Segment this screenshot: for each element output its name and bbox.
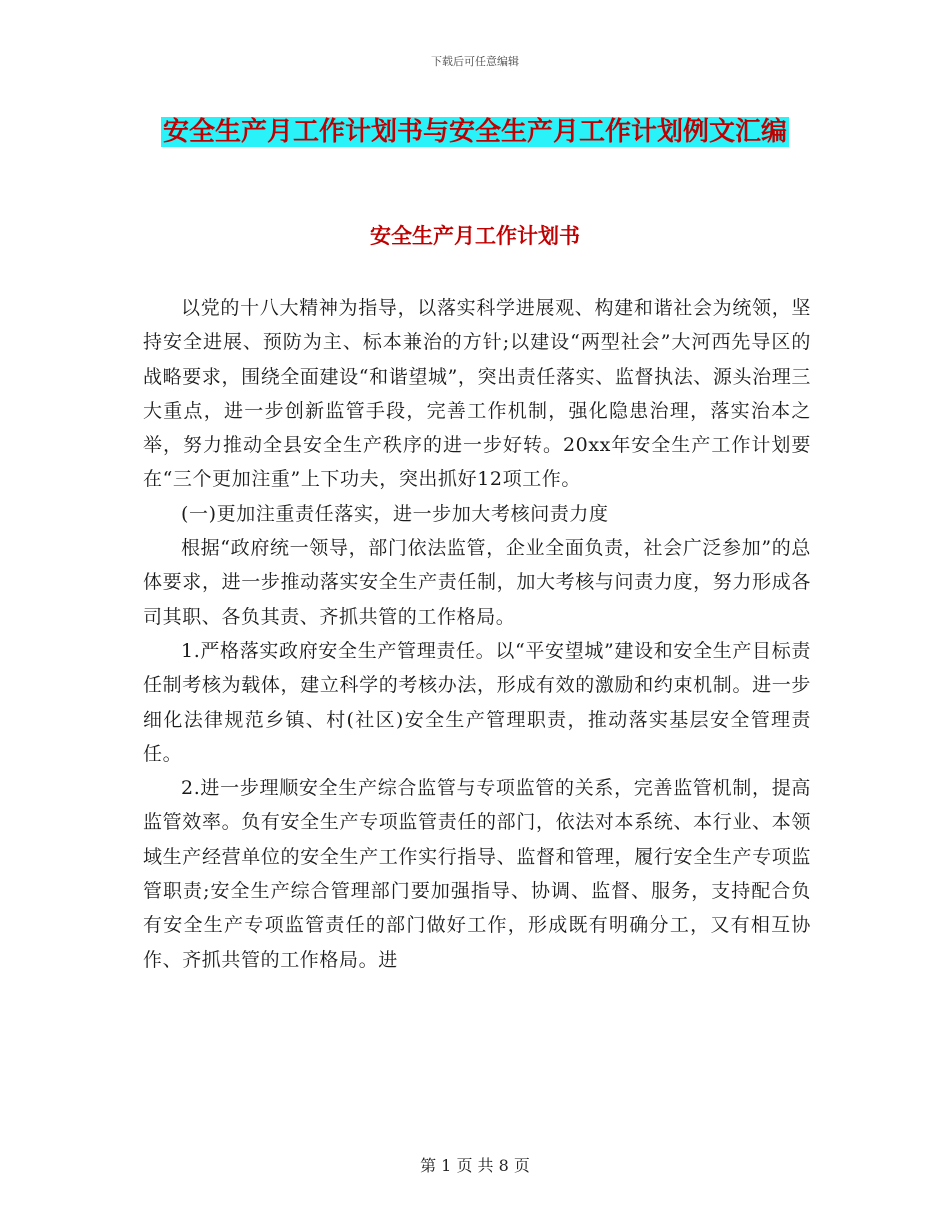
section-title: 安全生产月工作计划书 (370, 224, 580, 248)
document-body (143, 291, 811, 977)
document-title-text: 安全生产月工作计划书与安全生产月工作计划例文汇编 (162, 117, 787, 147)
paragraph: (一)更加注重责任落实，进一步加大考核问责力度 (181, 502, 609, 525)
document-title (150, 110, 800, 154)
paragraph: 根据“政府统一领导，部门依法监管，企业全面负责，社会广泛参加”的总体要求，进一步推动落实安全生产责任制，加大考核与问责力度，努力形成各司其职、各负其责、齐抓共管的工作格局。 (143, 537, 811, 628)
page-footer: 第 1 页 共 8 页 (420, 1156, 530, 1175)
paragraph: 以党的十八大精神为指导，以落实科学进展观、构建和谐社会为统领，坚持安全进展、预防为主、标本兼治的方针;以建设“两型社会”大河西先导区的战略要求，围绕全面建设“和谐望城”，突出责任落实、监督执法、源头治理三大重点，进一步创新监管手段，完善工作机制，强化隐患治理，落实治本之举，努力推动全县安全生产秩序的进一步好转。20xx年安全生产工作计划要在“三个更加注重”上下功夫，突出抓好12项工作。 (143, 297, 811, 491)
header-note: 下载后可任意编辑 (431, 55, 519, 68)
paragraph: 2.进一步理顺安全生产综合监管与专项监管的关系，完善监管机制，提高监管效率。负有安全生产专项监管责任的部门，依法对本系统、本行业、本领域生产经营单位的安全生产工作实行指导、监督和管理，履行安全生产专项监管职责;安全生产综合管理部门要加强指导、协调、监督、服务，支持配合负有安全生产专项监管责任的部门做好工作，形成既有明确分工，又有相互协作、齐抓共管的工作格局。进 (143, 777, 811, 971)
paragraph: 1.严格落实政府安全生产管理责任。以“平安望城”建设和安全生产目标责任制考核为载体，建立科学的考核办法，形成有效的激励和约束机制。进一步细化法律规范乡镇、村(社区)安全生产管理职责，推动落实基层安全管理责任。 (143, 639, 811, 765)
